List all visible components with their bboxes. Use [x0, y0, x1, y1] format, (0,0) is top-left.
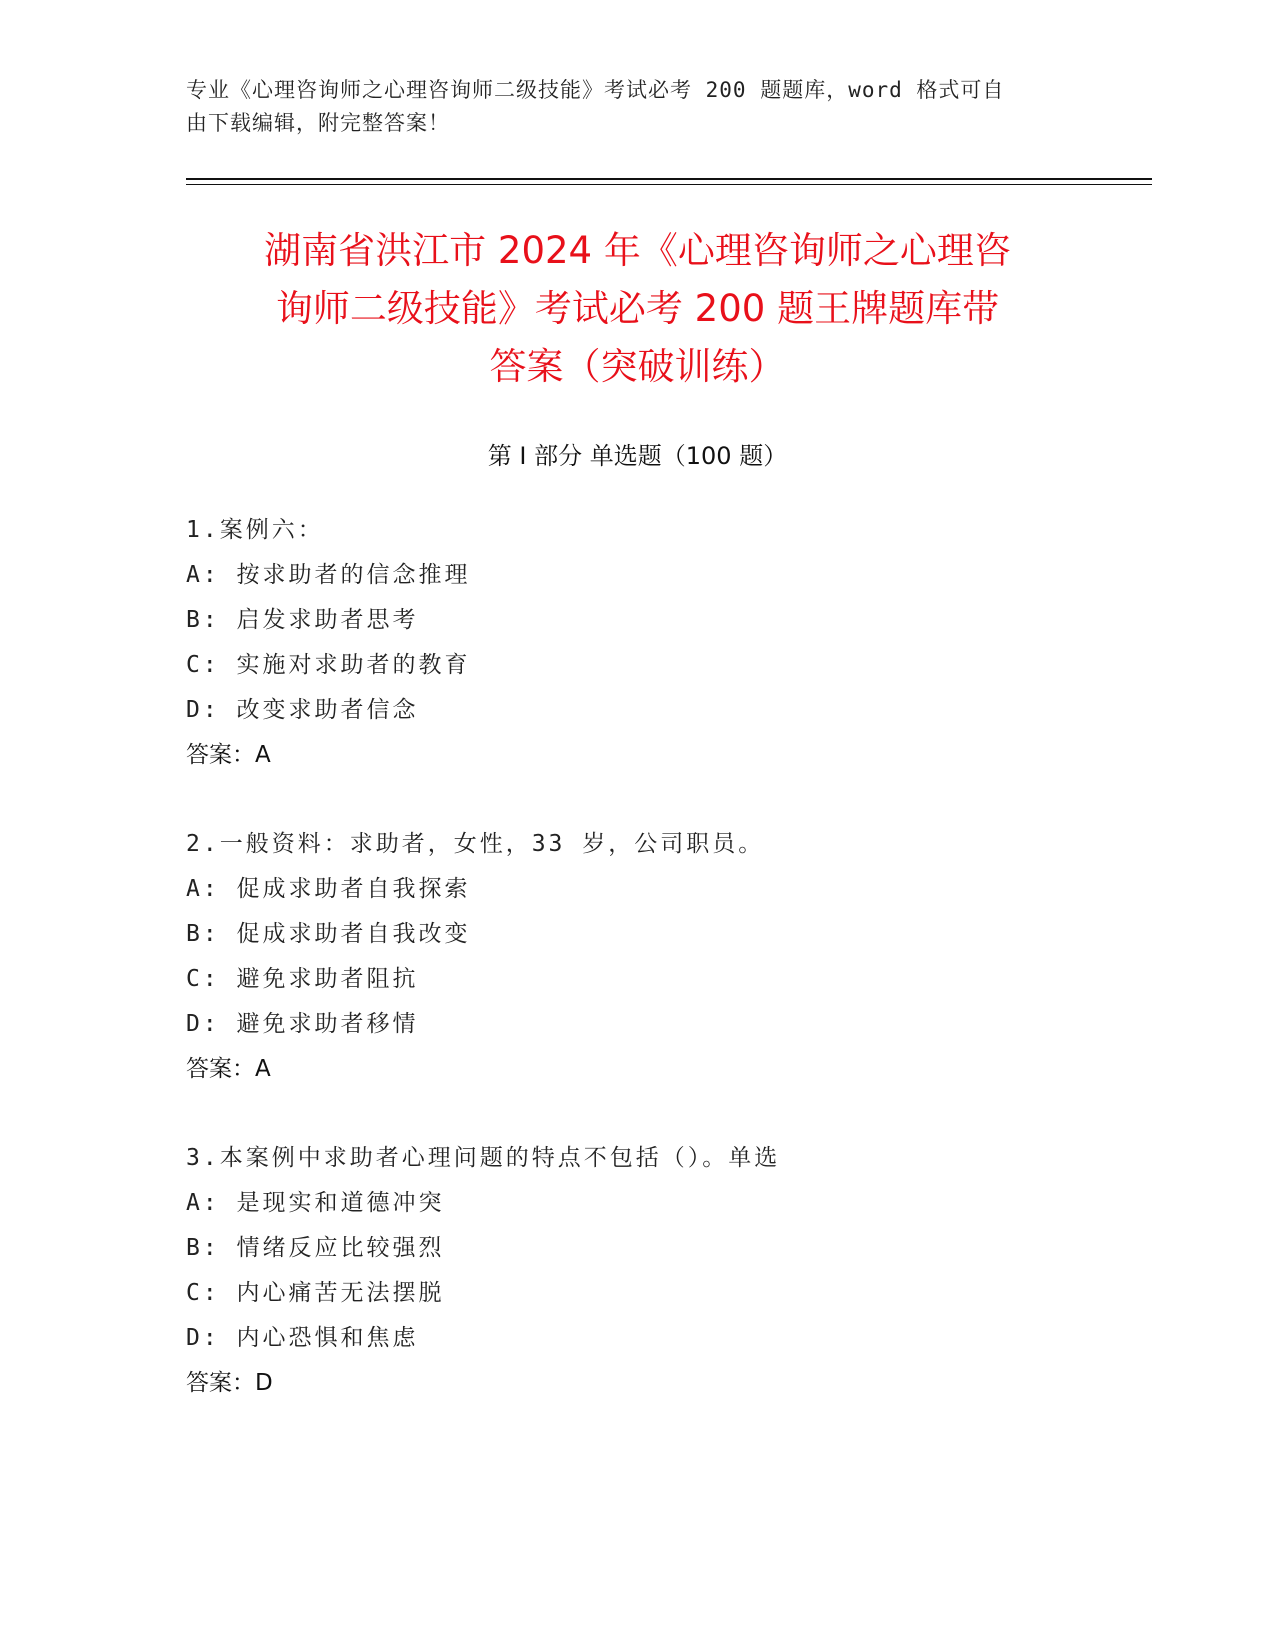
option-d: D: 避免求助者移情 — [186, 1011, 419, 1037]
header-divider-thick — [186, 178, 1152, 180]
question-stem: 3.本案例中求助者心理问题的特点不包括（）。单选 — [186, 1145, 781, 1171]
header-divider-thin — [186, 184, 1152, 185]
question-2 — [186, 822, 1086, 1092]
question-stem: 1.案例六： — [186, 517, 324, 543]
option-c: C: 内心痛苦无法摆脱 — [186, 1280, 445, 1306]
question-1 — [186, 508, 1086, 778]
option-d: D: 改变求助者信念 — [186, 697, 419, 723]
option-c: C: 实施对求助者的教育 — [186, 652, 471, 678]
document-title — [160, 222, 1115, 396]
document-title-line-1: 湖南省洪江市 2024 年《心理咨询师之心理咨 — [264, 229, 1011, 272]
header-note-line-1: 专业《心理咨询师之心理咨询师二级技能》考试必考 200 题题库，word 格式可自 — [186, 78, 1005, 102]
answer: 答案：D — [186, 1370, 273, 1396]
option-b: B: 情绪反应比较强烈 — [186, 1235, 445, 1261]
question-3 — [186, 1136, 1086, 1406]
option-a: A: 是现实和道德冲突 — [186, 1190, 445, 1216]
option-b: B: 促成求助者自我改变 — [186, 921, 471, 947]
header-note — [186, 74, 1086, 140]
document-title-line-3: 答案（突破训练） — [489, 345, 786, 388]
option-b: B: 启发求助者思考 — [186, 607, 419, 633]
option-d: D: 内心恐惧和焦虑 — [186, 1325, 419, 1351]
option-c: C: 避免求助者阻抗 — [186, 966, 419, 992]
answer: 答案：A — [186, 742, 271, 768]
question-stem: 2.一般资料：求助者，女性，33 岁，公司职员。 — [186, 831, 765, 857]
option-a: A: 促成求助者自我探索 — [186, 876, 471, 902]
document-title-line-2: 询师二级技能》考试必考 200 题王牌题库带 — [275, 287, 1000, 330]
section-heading: 第 I 部分 单选题（100 题） — [487, 442, 788, 470]
header-note-line-2: 由下载编辑，附完整答案！ — [186, 111, 450, 135]
option-a: A: 按求助者的信念推理 — [186, 562, 471, 588]
answer: 答案：A — [186, 1056, 271, 1082]
